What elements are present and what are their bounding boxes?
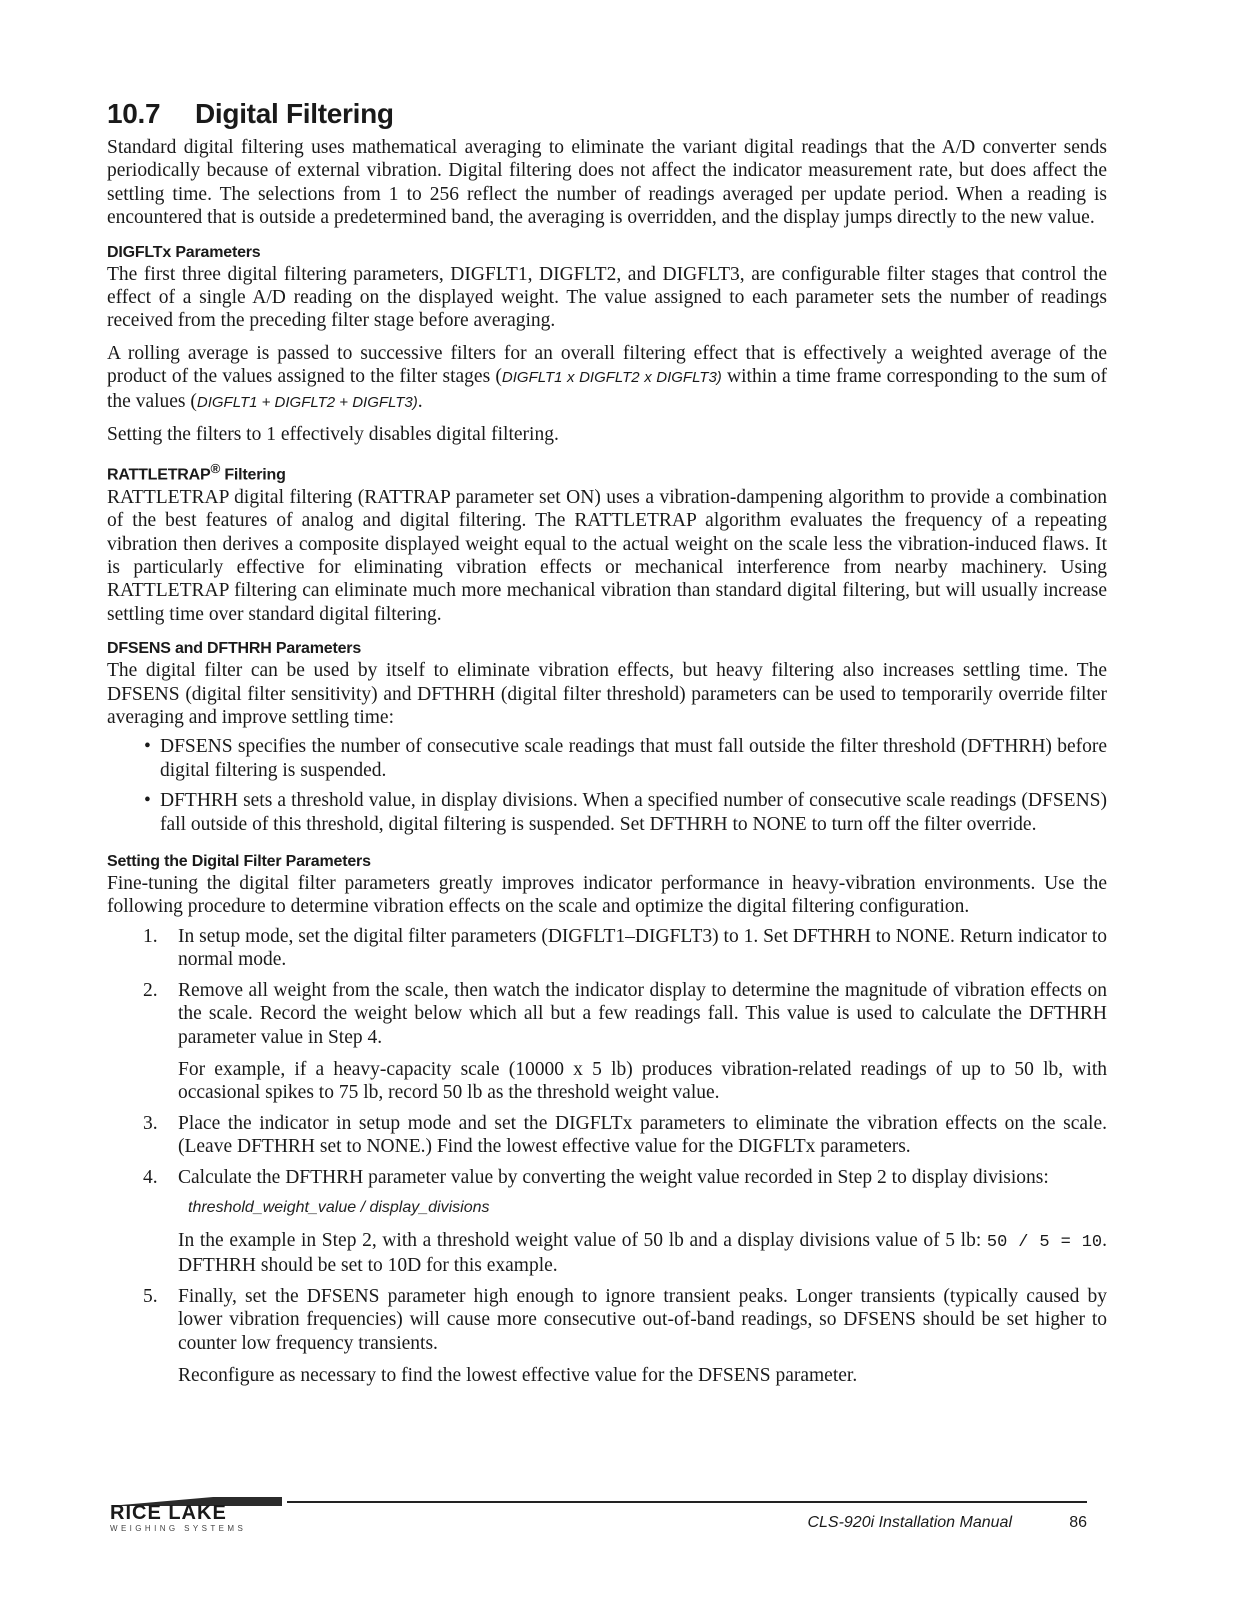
list-item: • DFTHRH sets a threshold value, in display divisions. When a specified number of consecutive scale readings (DFSENS) fall outside of this threshold, digital filtering is suspended. Set DFTHRH to NONE to turn off the filter override. — [144, 790, 1107, 835]
step-number: 3. — [143, 1112, 158, 1134]
page-footer — [107, 1497, 1107, 1537]
digflt-paragraph-3: Setting the filters to 1 effectively disables digital filtering. — [107, 424, 559, 446]
manual-title: CLS-920i Installation Manual — [807, 1514, 1012, 1531]
step-5: 5. Finally, set the DFSENS parameter high enough to ignore transient peaks. Longer transients (typically caused by lower vibration frequencies) will cause more consecutive out-of-band readings, so DFSENS should be set higher to counter low frequency transients. Reconfigure as necessary to find the lowest effective value for the DFSENS parameter. — [143, 1285, 1107, 1386]
rice-lake-logo — [110, 1497, 290, 1531]
page-number: 86 — [1069, 1514, 1087, 1531]
setting-heading: Setting the Digital Filter Parameters — [107, 853, 371, 871]
step-4-example: In the example in Step 2, with a threshold weight value of 50 lb and a display divisions value of 5 lb: 50 / 5 = 10. DFTHRH should be set to 10D for this example. — [178, 1229, 1107, 1277]
footer-rule — [287, 1501, 1087, 1503]
page-content — [107, 98, 1107, 1394]
section-number: 10.7 — [107, 98, 161, 129]
product-expression: DIGFLT1 x DIGFLT2 x DIGFLT3) — [501, 369, 722, 387]
step-number: 2. — [143, 979, 158, 1001]
rattletrap-paragraph: RATTLETRAP digital filtering (RATTRAP parameter set ON) uses a vibration-dampening algorithm to provide a combination of the best features of analog and digital filtering. The RATTLETRAP algorithm evaluates the frequency of a repeating vibration then derives a composite displayed weight equal to the actual weight on the scale less the vibration-induced flaws. It is particularly effective for eliminating vibration effects or mechanical interference from nearby machinery. Using RATTLETRAP filtering can eliminate much more mechanical vibration than standard digital filtering, but will usually increase settling time over standard digital filtering. — [107, 486, 1107, 625]
digflt-paragraph-2: A rolling average is passed to successive filters for an overall filtering effect that is effectively a weighted average of the product of the values assigned to the filter stages (DIGFLT1 x DIGFLT2 x DIGFLT3) within a time frame corresponding to the sum of the values (DIGFLT1 + DIGFLT2 + DIGFLT3). — [107, 342, 1107, 412]
digflt-heading: DIGFLTx Parameters — [107, 243, 261, 261]
section-title: Digital Filtering — [195, 98, 394, 129]
step-5-note: Reconfigure as necessary to find the lowest effective value for the DFSENS parameter. — [178, 1364, 858, 1386]
dfsens-paragraph: The digital filter can be used by itself to eliminate vibration effects, but heavy filtering also increases settling time. The DFSENS (digital filter sensitivity) and DFTHRH (digital filter threshold) parameters can be used to temporarily override filter averaging and improve settling time: — [107, 660, 1107, 729]
step-number: 4. — [143, 1166, 158, 1188]
bullet-mark: • — [144, 736, 151, 758]
setting-paragraph: Fine-tuning the digital filter parameters greatly improves indicator performance in heavy-vibration environments. Use the following procedure to determine vibration effects on the scale and optimize the digital filtering configuration. — [107, 873, 1107, 918]
rattletrap-heading: RATTLETRAP® Filtering — [107, 461, 286, 484]
step-2: 2. Remove all weight from the scale, then watch the indicator display to determine the magnitude of vibration effects on the scale. Record the weight below which all but a few readings fall. This value is used to calculate the DFTHRH parameter value in Step 4. For example, if a heavy-capacity scale (10000 x 5 lb) produces vibration-related readings of up to 50 lb, with occasional spikes to 75 lb, record 50 lb as the threshold weight value. — [143, 979, 1107, 1104]
intro-paragraph: Standard digital filtering uses mathematical averaging to eliminate the variant digital readings that the A/D converter sends periodically because of external vibration. Digital filtering does not affect the indicator measurement rate, but does affect the settling time. The selections from 1 to 256 reflect the number of readings averaged per update period. When a reading is encountered that is outside a predetermined band, the averaging is overridden, and the display jumps directly to the new value. — [107, 137, 1107, 229]
sum-expression: DIGFLT1 + DIGFLT2 + DIGFLT3) — [196, 393, 418, 411]
step-4: 4. Calculate the DFTHRH parameter value by converting the weight value recorded in Step 2 to display divisions: threshold_weight_value / display_divisions In the example in Step 2, with a threshold weight value of 50 lb and a display divisions value of 5 lb: 50 / 5 = 10. DFTHRH should be set to 10D for this example. — [143, 1166, 1107, 1277]
step-number: 5. — [143, 1285, 158, 1307]
logo-name: RICE LAKE — [110, 1502, 227, 1524]
step-3: 3. Place the indicator in setup mode and set the DIGFLTx parameters to eliminate the vibration effects on the scale. (Leave DFTHRH set to NONE.) Find the lowest effective value for the DIGFLTx parameters. — [143, 1112, 1107, 1158]
formula: threshold_weight_value / display_divisions — [188, 1198, 490, 1216]
step-number: 1. — [143, 925, 158, 947]
list-item: • DFSENS specifies the number of consecutive scale readings that must fall outside the filter threshold (DFTHRH) before digital filtering is suspended. — [144, 736, 1107, 781]
digflt-paragraph-1: The first three digital filtering parameters, DIGFLT1, DIGFLT2, and DIGFLT3, are configurable filter stages that control the effect of a single A/D reading on the displayed weight. The value assigned to each parameter sets the number of readings received from the preceding filter stage before averaging. — [107, 263, 1107, 332]
dfsens-bullet-list — [107, 735, 1107, 836]
procedure-steps — [107, 925, 1107, 1388]
step-1: 1. In setup mode, set the digital filter parameters (DIGFLT1–DIGFLT3) to 1. Set DFTHRH to NONE. Return indicator to normal mode. — [143, 925, 1107, 971]
logo-subtitle: WEIGHING SYSTEMS — [110, 1524, 247, 1533]
registered-mark: ® — [210, 461, 221, 477]
section-heading — [107, 98, 1107, 130]
calculation-code: 50 / 5 = 10 — [986, 1232, 1103, 1252]
step-2-example: For example, if a heavy-capacity scale (10000 x 5 lb) produces vibration-related readings of up to 50 lb, with occasional spikes to 75 lb, record 50 lb as the threshold weight value. — [178, 1058, 1107, 1104]
dfsens-heading: DFSENS and DFTHRH Parameters — [107, 640, 362, 658]
bullet-mark: • — [144, 790, 151, 812]
